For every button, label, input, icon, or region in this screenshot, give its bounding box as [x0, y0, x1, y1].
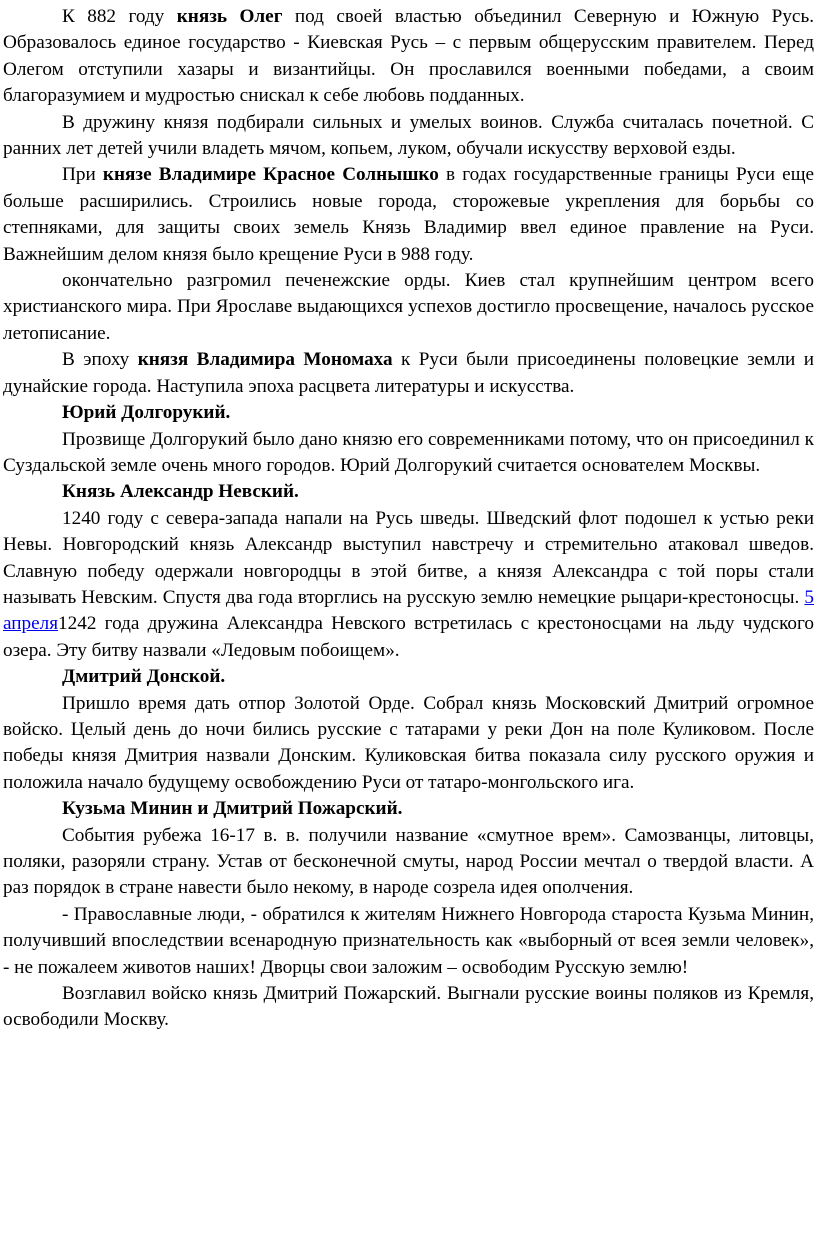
paragraph-vladimir	[3, 162, 814, 268]
heading-minin-pozharsky: Кузьма Минин и Дмитрий Пожарский.	[62, 798, 403, 820]
bold-name-oleg: князь Олег	[176, 6, 283, 27]
paragraph-text: В эпоху	[62, 349, 138, 371]
paragraph-dolgoruky: Прозвище Долгорукий было дано князю его современниками потому, что он присоединил к Суздальской земле очень много городов. Юрий Долгорукий считается основателем Москвы.	[3, 428, 814, 476]
paragraph-text: к Руси были присоединены половецкие земли и дунайские города. Наступила эпоха расцвета литературы и искусства.	[3, 349, 814, 397]
paragraph-smuta: События рубежа 16-17 в. в. получили название «смутное врем». Самозванцы, литовцы, поляки, разоряли страну. Устав от бесконечной смуты, народ России мечтал о твердой власти. А раз порядок в стране навести было некому, в народе созрела идея ополчения.	[3, 824, 814, 899]
paragraph-pozharsky: Возглавил войско князь Дмитрий Пожарский. Выгнали русские воины поляков из Кремля, освободили Москву.	[3, 983, 814, 1031]
paragraph-text: При	[62, 164, 103, 186]
paragraph-donskoy: Пришло время дать отпор Золотой Орде. Собрал князь Московский Дмитрий огромное войско. Целый день до ночи бились русские с татарами у реки Дон на поле Куликовом. После победы князя Дмитрия назвали Донским. Куликовская битва показала силу русского оружия и положила начало будущему освобождению Руси от татаро-монгольского ига.	[3, 692, 814, 793]
paragraph-text: 1242 года дружина Александра Невского встретилась с крестоносцами на льду чудского озера. Эту битву назвали «Ледовым побоищем».	[3, 613, 814, 661]
bold-name-monomakh: князя Владимира Мономаха	[137, 349, 393, 371]
heading-donskoy: Дмитрий Донской.	[62, 666, 226, 688]
heading-dolgoruky: Юрий Долгорукий.	[62, 402, 231, 424]
heading-nevsky: Князь Александр Невский.	[62, 481, 299, 503]
bold-name-vladimir: князе Владимире Красное Солнышко	[102, 164, 439, 186]
paragraph-text: в годах государственные границы Руси еще больше расширились. Строились новые города, сторожевые укрепления для борьбы со степняками, для защиты своих земель Князь Владимир ввел единое правление на Руси. Важнейшим делом князя было крещение Руси в 988 году.	[3, 164, 814, 265]
date-link-april-5[interactable]: 5 апреля	[3, 586, 814, 635]
paragraph-oleg	[3, 4, 814, 110]
paragraph-minin-speech: - Православные люди, - обратился к жителям Нижнего Новгорода староста Кузьма Минин, получивший впоследствии всенародную признательность как «выборный от всея земли человек», - не пожалеем животов наших! Дворцы свои заложим – освободим Русскую землю!	[3, 903, 814, 978]
paragraph-text: К 882 году	[62, 6, 177, 27]
paragraph-nevsky	[3, 506, 814, 664]
paragraph-yaroslav: окончательно разгромил печенежские орды. Киев стал крупнейшим центром всего христианского мира. При Ярославе выдающихся успехов достигло просвещение, началось русское летописание.	[3, 270, 814, 344]
paragraph-druzhina: В дружину князя подбирали сильных и умелых воинов. Служба считалась почетной. С ранних лет детей учили владеть мячом, копьем, луком, обучали искусству верховой езды.	[3, 111, 814, 160]
paragraph-monomakh	[3, 347, 814, 400]
paragraph-text: под своей властью объединил Северную и Южную Русь. Образовалось единое государство - Киевская Русь – с первым общерусским правителем. Перед Олегом отступили хазары и византийцы. Он прославился военными победами, а своим благоразумием и мудростью снискал к себе любовь подданных.	[3, 6, 814, 107]
paragraph-text: 1240 году с севера-запада напали на Русь шведы. Шведский флот подошел к устью реки Невы. Новгородский князь Александр выступил навстречу и стремительно атаковал шведов. Славную победу одержали новгородцы в этой битве, а князя Александра с той поры стали называть Невским. Спустя два года вторглись на русскую землю немецкие рыцари-крестоносцы.	[3, 507, 814, 608]
